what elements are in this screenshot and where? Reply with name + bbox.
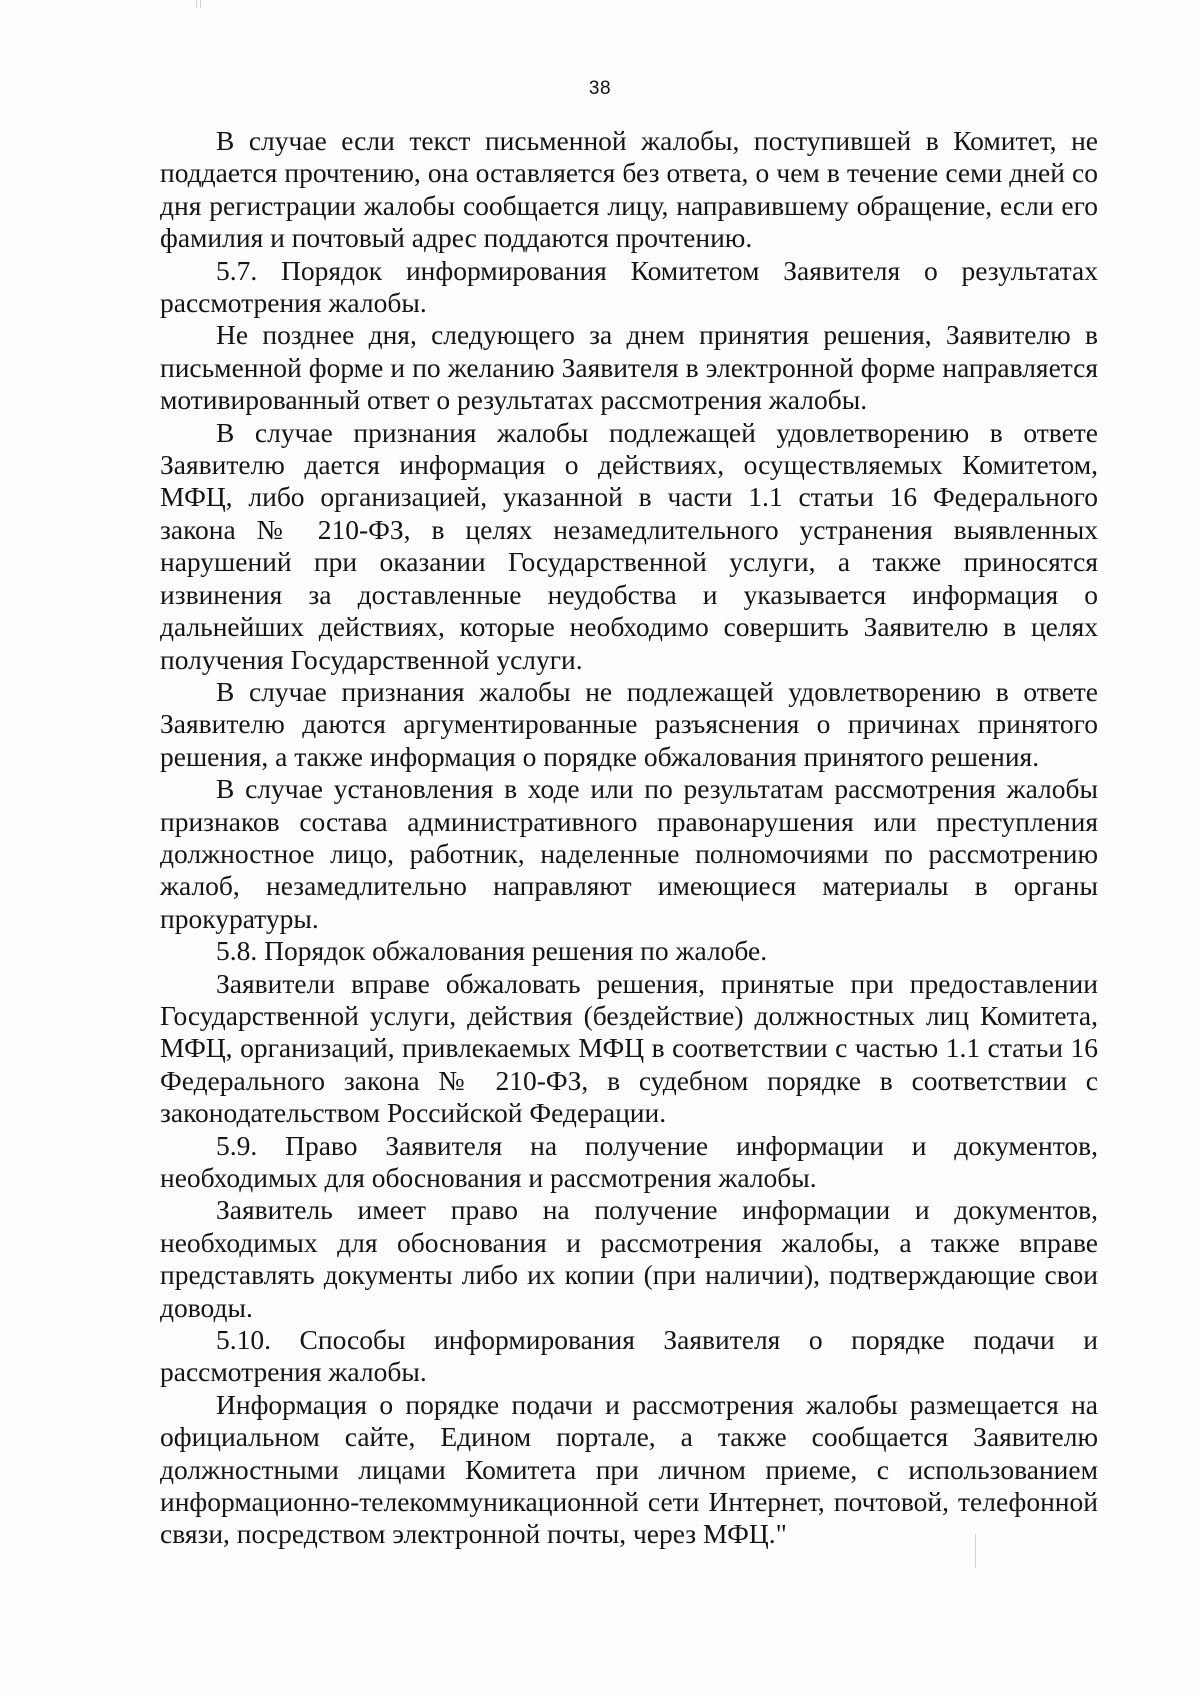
paragraph-complaint-rejected: В случае признания жалобы не подлежащей удовлетворению в ответе Заявителю даются аргументированные разъяснения о причинах принятого решения, а также информация о порядке обжалования принятого решения. [160,675,1098,772]
paragraph-judicial-appeal: Заявители вправе обжаловать решения, принятые при предоставлении Государственной услуги, действия (бездействие) должностных лиц Комитета, МФЦ, организаций, привлекаемых МФЦ в соответствии с частью 1.1 статьи 16 Федерального закона № 210-ФЗ, в судебном порядке в соответствии с законодательством Российской Федерации. [160,967,1098,1129]
paragraph-response-deadline: Не позднее дня, следующего за днем принятия решения, Заявителю в письменной форме и по желанию Заявителя в электронной форме направляется мотивированный ответ о результатах рассмотрения жалобы. [160,319,1098,416]
section-heading-5-10: 5.10. Способы информирования Заявителя о порядке подачи и рассмотрения жалобы. [160,1324,1098,1388]
scan-artifact [975,1534,976,1568]
paragraph-complaint-satisfied: В случае признания жалобы подлежащей удовлетворению в ответе Заявителю дается информация о действиях, осуществляемых Комитетом, МФЦ, либо организацией, указанной в части 1.1 статьи 16 Федерального закона № 210-ФЗ, в целях незамедлительного устранения выявленных нарушений при оказании Государственной услуги, а также приносятся извинения за доставленные неудобства и указывается информация о дальнейших действиях, которые необходимо совершить Заявителю в целях получения Государственной услуги. [160,416,1098,675]
paragraph-right-to-information: Заявитель имеет право на получение информации и документов, необходимых для обоснования и рассмотрения жалобы, а также вправе представлять документы либо их копии (при наличии), подтверждающие свои доводы. [160,1194,1098,1323]
scan-artifact [196,0,201,8]
section-heading-5-7: 5.7. Порядок информирования Комитетом Заявителя о результатах рассмотрения жалобы. [160,254,1098,319]
section-heading-5-9: 5.9. Право Заявителя на получение информации и документов, необходимых для обоснования и рассмотрения жалобы. [160,1129,1098,1193]
document-body [160,125,1098,1551]
paragraph-information-channels: Информация о порядке подачи и рассмотрения жалобы размещается на официальном сайте, Едином портале, а также сообщается Заявителю должностными лицами Комитета при личном приеме, с использованием информационно-телекоммуникационной сети Интернет, почтовой, телефонной связи, посредством электронной почты, через МФЦ." [160,1388,1098,1550]
section-heading-5-8: 5.8. Порядок обжалования решения по жалобе. [216,935,768,967]
paragraph-prosecution-referral: В случае установления в ходе или по результатам рассмотрения жалобы признаков состава административного правонарушения или преступления должностное лицо, работник, наделенные полномочиями по рассмотрению жалоб, незамедлительно направляют имеющиеся материалы в органы прокуратуры. [160,773,1098,934]
page-number: 38 [588,78,612,99]
paragraph-unreadable-complaint: В случае если текст письменной жалобы, поступившей в Комитет, не поддается прочтению, она оставляется без ответа, о чем в течение семи дней со дня регистрации жалобы сообщается лицу, направившему обращение, если его фамилия и почтовый адрес поддаются прочтению. [160,125,1098,254]
